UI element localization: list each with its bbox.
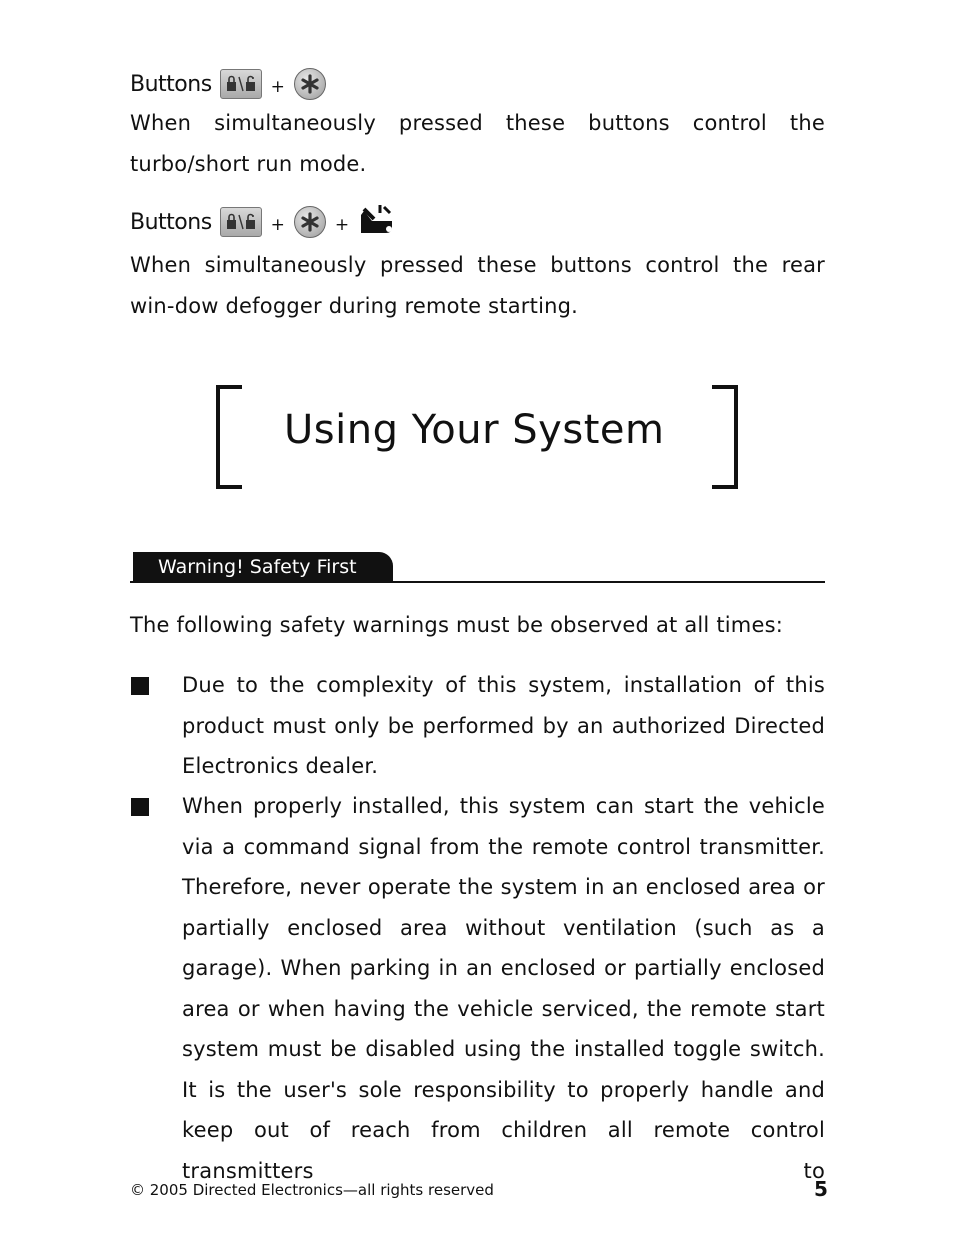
right-bracket bbox=[712, 385, 738, 489]
copyright-footer: © 2005 Directed Electronics—all rights reserved bbox=[130, 1181, 494, 1199]
intro-text: The following safety warnings must be observed at all times: bbox=[130, 613, 784, 637]
plus-sign: + bbox=[270, 215, 285, 235]
list-item: Due to the complexity of this system, installation of this product must only be performed by an authorized Directed Electronics dealer. bbox=[182, 673, 825, 778]
trunk-icon bbox=[358, 203, 394, 241]
asterisk-icon bbox=[294, 68, 326, 100]
plus-sign: + bbox=[334, 215, 350, 235]
buttons-heading-1 bbox=[130, 67, 326, 101]
plus-sign: + bbox=[270, 77, 285, 97]
lock-unlock-icon bbox=[220, 69, 262, 99]
buttons-label: Buttons bbox=[130, 71, 212, 97]
buttons-label: Buttons bbox=[130, 209, 212, 235]
warning-section-header bbox=[130, 550, 825, 584]
section-title-box bbox=[216, 385, 738, 485]
page-title: Using Your System bbox=[284, 407, 665, 453]
section-rule bbox=[130, 581, 825, 583]
page-number: 5 bbox=[814, 1177, 828, 1201]
lock-unlock-icon bbox=[220, 207, 262, 237]
list-item: When properly installed, this system can start the vehicle via a command signal from the remote control transmitter. Therefore, never operate the system in an enclosed area or partially enclosed area without ventilation (such as a garage). When parking in an enclosed or partially enclosed area or when having the vehicle serviced, the remote start system must be disabled using the installed toggle switch. It is the user's sole responsibility to properly handle and keep out of reach from children all remote control transmitters to bbox=[182, 794, 825, 1183]
warning-tab: Warning! Safety First bbox=[133, 552, 393, 582]
bullet-square bbox=[131, 677, 149, 695]
section1-text: When simultaneously pressed these buttons control the turbo/short run mode. bbox=[130, 111, 825, 176]
section2-text: When simultaneously pressed these buttons control the rear win-dow defogger during remote starting. bbox=[130, 253, 825, 318]
buttons-heading-2 bbox=[130, 205, 394, 239]
asterisk-icon bbox=[294, 206, 326, 238]
bullet-square bbox=[131, 798, 149, 816]
left-bracket bbox=[216, 385, 242, 489]
